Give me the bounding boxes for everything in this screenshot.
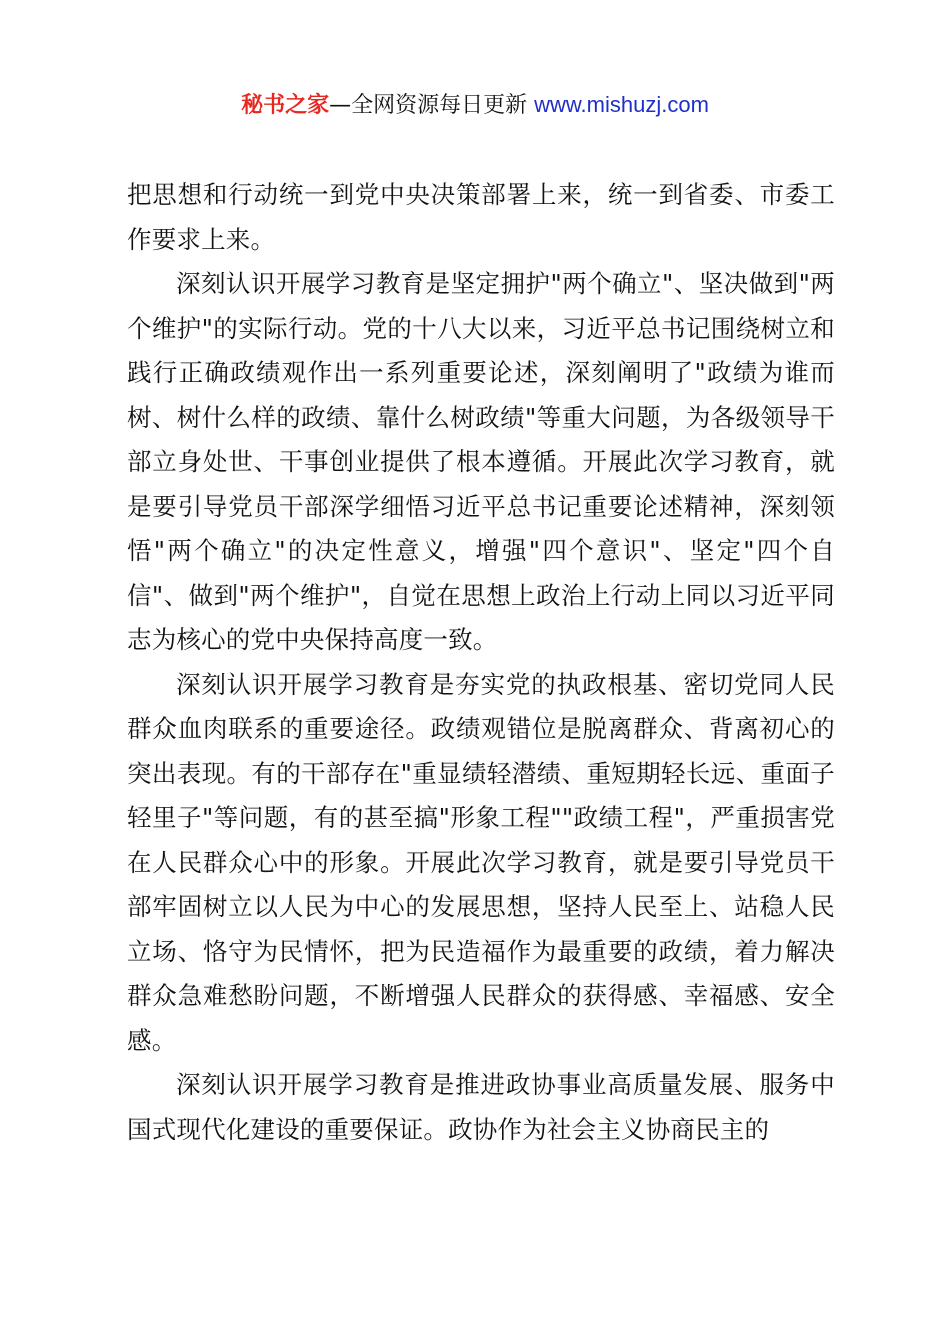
document-body (127, 173, 835, 1152)
header-brand: 秘书之家 (241, 93, 330, 118)
header-site-url: www.mishuzj.com (534, 92, 709, 117)
paragraph: 深刻认识开展学习教育是推进政协事业高质量发展、服务中国式现代化建设的重要保证。政协作为社会主义协商民主的 (127, 1070, 835, 1144)
header-tagline: —全网资源每日更新 (329, 93, 535, 118)
paragraph-continuation: 把思想和行动统一到党中央决策部署上来，统一到省委、市委工作要求上来。 (127, 180, 835, 254)
page-header (0, 88, 950, 123)
paragraph: 深刻认识开展学习教育是夯实党的执政根基、密切党同人民群众血肉联系的重要途径。政绩观错位是脱离群众、背离初心的突出表现。有的干部存在"重显绩轻潜绩、重短期轻长远、重面子轻里子"等问题，有的甚至搞"形象工程""政绩工程"，严重损害党在人民群众心中的形象。开展此次学习教育，就是要引导党员干部牢固树立以人民为中心的发展思想，坚持人民至上、站稳人民立场、恪守为民情怀，把为民造福作为最重要的政绩，着力解决群众急难愁盼问题，不断增强人民群众的获得感、幸福感、安全感。 (127, 669, 835, 1055)
paragraph: 深刻认识开展学习教育是坚定拥护"两个确立"、坚决做到"两个维护"的实际行动。党的十八大以来，习近平总书记围绕树立和践行正确政绩观作出一系列重要论述，深刻阐明了"政绩为谁而树、树什么样的政绩、靠什么树政绩"等重大问题，为各级领导干部立身处世、干事创业提供了根本遵循。开展此次学习教育，就是要引导党员干部深学细悟习近平总书记重要论述精神，深刻领悟"两个确立"的决定性意义，增强"四个意识"、坚定"四个自信"、做到"两个维护"，自觉在思想上政治上行动上同以习近平同志为核心的党中央保持高度一致。 (127, 269, 835, 654)
